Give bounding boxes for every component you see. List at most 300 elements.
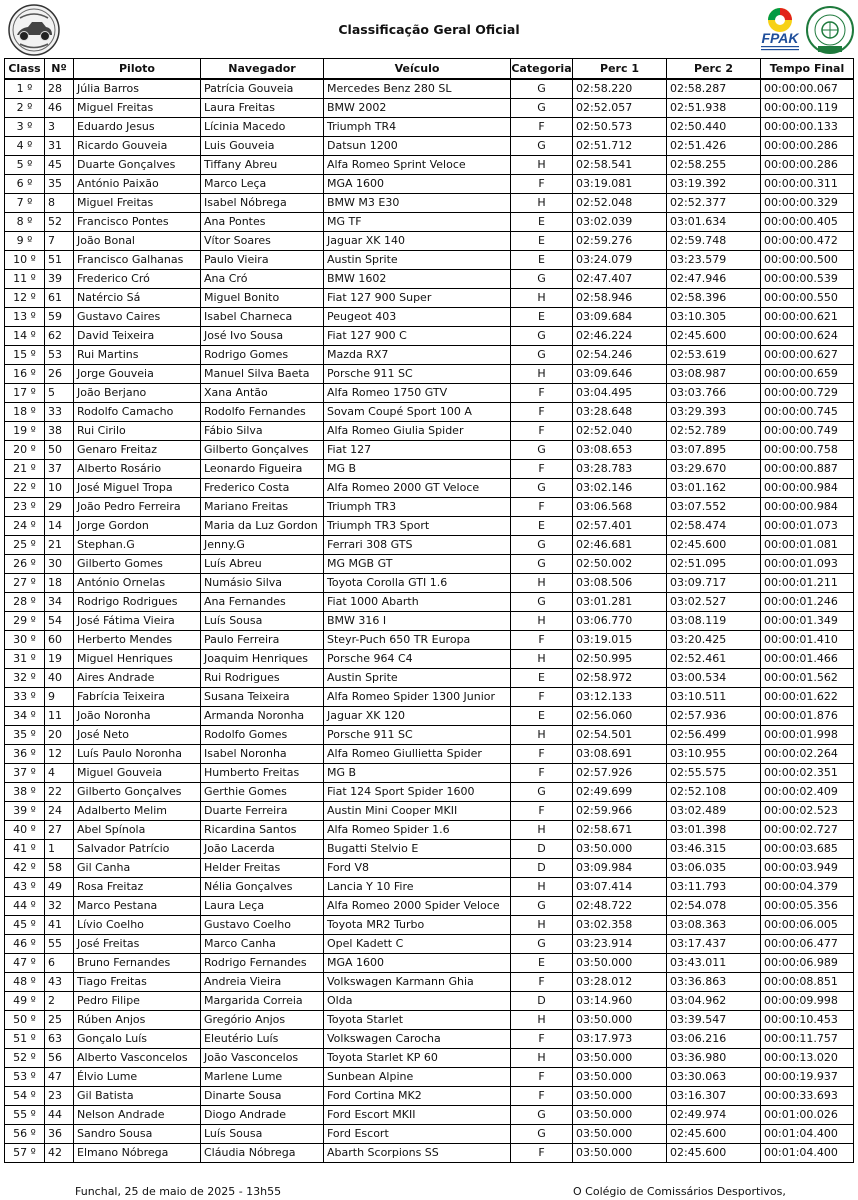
table-row — [5, 650, 854, 669]
table-row — [5, 764, 854, 783]
cell-class: 31 º — [5, 650, 45, 669]
cell-final-time: 00:00:19.937 — [761, 1068, 854, 1087]
cell-number: 6 — [45, 954, 74, 973]
cell-category: H — [511, 289, 573, 308]
cell-vehicle: Bugatti Stelvio E — [324, 840, 511, 859]
cell-number: 5 — [45, 384, 74, 403]
cell-category: F — [511, 422, 573, 441]
cell-pilot: David Teixeira — [74, 327, 201, 346]
cell-pilot: Jorge Gouveia — [74, 365, 201, 384]
cell-perc2: 02:59.748 — [667, 232, 761, 251]
cell-perc1: 03:02.358 — [573, 916, 667, 935]
cell-perc1: 03:50.000 — [573, 1087, 667, 1106]
cell-perc1: 03:28.012 — [573, 973, 667, 992]
cell-vehicle: Volkswagen Karmann Ghia — [324, 973, 511, 992]
cell-pilot: Júlia Barros — [74, 79, 201, 99]
table-row — [5, 783, 854, 802]
cell-category: F — [511, 631, 573, 650]
cell-final-time: 00:00:06.989 — [761, 954, 854, 973]
cell-vehicle: Alfa Romeo 2000 Spider Veloce — [324, 897, 511, 916]
table-row — [5, 593, 854, 612]
cell-class: 43 º — [5, 878, 45, 897]
cell-class: 27 º — [5, 574, 45, 593]
cell-final-time: 00:00:00.729 — [761, 384, 854, 403]
cell-class: 55 º — [5, 1106, 45, 1125]
cell-perc2: 03:30.063 — [667, 1068, 761, 1087]
cell-class: 39 º — [5, 802, 45, 821]
cell-navigator: Lícinia Macedo — [201, 118, 324, 137]
cell-pilot: Abel Spínola — [74, 821, 201, 840]
cell-category: G — [511, 897, 573, 916]
cell-pilot: Gilberto Gonçalves — [74, 783, 201, 802]
cell-number: 32 — [45, 897, 74, 916]
cell-perc2: 02:58.396 — [667, 289, 761, 308]
cell-perc1: 03:24.079 — [573, 251, 667, 270]
cell-navigator: Laura Freitas — [201, 99, 324, 118]
cell-pilot: Stephan.G — [74, 536, 201, 555]
cell-final-time: 00:00:02.351 — [761, 764, 854, 783]
cell-category: E — [511, 213, 573, 232]
cell-perc2: 03:43.011 — [667, 954, 761, 973]
cell-navigator: Numásio Silva — [201, 574, 324, 593]
cell-navigator: Tiffany Abreu — [201, 156, 324, 175]
cell-navigator: Marlene Lume — [201, 1068, 324, 1087]
cell-number: 8 — [45, 194, 74, 213]
cell-pilot: Miguel Freitas — [74, 194, 201, 213]
cell-perc2: 03:00.534 — [667, 669, 761, 688]
cell-navigator: Rodrigo Fernandes — [201, 954, 324, 973]
cell-number: 20 — [45, 726, 74, 745]
cell-class: 44 º — [5, 897, 45, 916]
cell-class: 8 º — [5, 213, 45, 232]
cell-perc2: 03:02.527 — [667, 593, 761, 612]
cell-perc2: 02:58.474 — [667, 517, 761, 536]
cell-pilot: Luís Paulo Noronha — [74, 745, 201, 764]
cell-pilot: Gil Batista — [74, 1087, 201, 1106]
cell-perc1: 03:12.133 — [573, 688, 667, 707]
cell-category: H — [511, 916, 573, 935]
cell-category: H — [511, 1049, 573, 1068]
cell-number: 45 — [45, 156, 74, 175]
cell-final-time: 00:00:01.211 — [761, 574, 854, 593]
cell-vehicle: Olda — [324, 992, 511, 1011]
cell-number: 36 — [45, 1125, 74, 1144]
cell-perc1: 03:50.000 — [573, 1011, 667, 1030]
table-row — [5, 612, 854, 631]
cell-category: H — [511, 194, 573, 213]
cell-final-time: 00:01:04.400 — [761, 1125, 854, 1144]
cell-perc2: 03:23.579 — [667, 251, 761, 270]
cell-vehicle: Sovam Coupé Sport 100 A — [324, 403, 511, 422]
cell-perc1: 02:54.246 — [573, 346, 667, 365]
table-row — [5, 1125, 854, 1144]
table-row — [5, 536, 854, 555]
cell-class: 33 º — [5, 688, 45, 707]
cell-class: 18 º — [5, 403, 45, 422]
cell-navigator: Jenny.G — [201, 536, 324, 555]
cell-perc2: 03:39.547 — [667, 1011, 761, 1030]
cell-number: 38 — [45, 422, 74, 441]
cell-perc1: 03:50.000 — [573, 1049, 667, 1068]
cell-category: E — [511, 308, 573, 327]
cell-final-time: 00:00:00.621 — [761, 308, 854, 327]
cell-number: 34 — [45, 593, 74, 612]
table-row — [5, 479, 854, 498]
cell-perc1: 02:51.712 — [573, 137, 667, 156]
cell-perc1: 02:58.972 — [573, 669, 667, 688]
cell-perc2: 03:09.717 — [667, 574, 761, 593]
cell-vehicle: Steyr-Puch 650 TR Europa — [324, 631, 511, 650]
cell-navigator: Gerthie Gomes — [201, 783, 324, 802]
cell-final-time: 00:00:00.627 — [761, 346, 854, 365]
cell-vehicle: BMW 2002 — [324, 99, 511, 118]
cell-final-time: 00:00:00.550 — [761, 289, 854, 308]
cell-perc1: 03:09.684 — [573, 308, 667, 327]
cell-navigator: Paulo Ferreira — [201, 631, 324, 650]
cell-pilot: Rui Cirilo — [74, 422, 201, 441]
cell-perc1: 03:28.648 — [573, 403, 667, 422]
cell-perc2: 02:52.108 — [667, 783, 761, 802]
cell-number: 39 — [45, 270, 74, 289]
table-row — [5, 726, 854, 745]
cell-class: 49 º — [5, 992, 45, 1011]
cell-vehicle: Austin Sprite — [324, 669, 511, 688]
cell-vehicle: Alfa Romeo Sprint Veloce — [324, 156, 511, 175]
cell-number: 60 — [45, 631, 74, 650]
table-row — [5, 289, 854, 308]
cell-vehicle: MG TF — [324, 213, 511, 232]
cell-final-time: 00:00:01.998 — [761, 726, 854, 745]
cell-class: 21 º — [5, 460, 45, 479]
cell-number: 51 — [45, 251, 74, 270]
cell-navigator: Gustavo Coelho — [201, 916, 324, 935]
cell-navigator: Susana Teixeira — [201, 688, 324, 707]
cell-perc2: 03:08.119 — [667, 612, 761, 631]
cell-final-time: 00:00:01.466 — [761, 650, 854, 669]
cell-navigator: Rodrigo Gomes — [201, 346, 324, 365]
cell-final-time: 00:00:00.659 — [761, 365, 854, 384]
cell-class: 30 º — [5, 631, 45, 650]
cell-navigator: Eleutério Luís — [201, 1030, 324, 1049]
cell-perc1: 02:58.671 — [573, 821, 667, 840]
cell-category: F — [511, 688, 573, 707]
cell-navigator: Maria da Luz Gordon — [201, 517, 324, 536]
table-row — [5, 137, 854, 156]
cell-category: G — [511, 479, 573, 498]
cell-navigator: Manuel Silva Baeta — [201, 365, 324, 384]
cell-number: 7 — [45, 232, 74, 251]
cell-final-time: 00:00:00.749 — [761, 422, 854, 441]
cell-vehicle: BMW 316 I — [324, 612, 511, 631]
cell-pilot: Bruno Fernandes — [74, 954, 201, 973]
cell-perc2: 03:07.895 — [667, 441, 761, 460]
table-row — [5, 403, 854, 422]
table-row — [5, 707, 854, 726]
cell-number: 10 — [45, 479, 74, 498]
cell-vehicle: BMW 1602 — [324, 270, 511, 289]
cell-final-time: 00:00:01.081 — [761, 536, 854, 555]
cell-pilot: Miguel Henriques — [74, 650, 201, 669]
cell-category: F — [511, 175, 573, 194]
table-row — [5, 973, 854, 992]
cell-class: 56 º — [5, 1125, 45, 1144]
cell-class: 42 º — [5, 859, 45, 878]
cell-navigator: Humberto Freitas — [201, 764, 324, 783]
cell-perc1: 03:50.000 — [573, 954, 667, 973]
cell-number: 50 — [45, 441, 74, 460]
table-row — [5, 460, 854, 479]
table-row — [5, 327, 854, 346]
cell-final-time: 00:00:05.356 — [761, 897, 854, 916]
cell-pilot: António Paixão — [74, 175, 201, 194]
cell-navigator: Ana Fernandes — [201, 593, 324, 612]
cell-navigator: José Ivo Sousa — [201, 327, 324, 346]
cell-perc1: 03:08.506 — [573, 574, 667, 593]
cell-pilot: José Neto — [74, 726, 201, 745]
cell-vehicle: Sunbean Alpine — [324, 1068, 511, 1087]
cell-category: H — [511, 156, 573, 175]
table-row — [5, 631, 854, 650]
table-row — [5, 669, 854, 688]
cell-number: 52 — [45, 213, 74, 232]
cell-perc2: 02:53.619 — [667, 346, 761, 365]
table-row — [5, 346, 854, 365]
cell-navigator: Luís Abreu — [201, 555, 324, 574]
cell-category: F — [511, 802, 573, 821]
cell-perc1: 02:54.501 — [573, 726, 667, 745]
cell-class: 23 º — [5, 498, 45, 517]
cell-number: 44 — [45, 1106, 74, 1125]
table-row — [5, 954, 854, 973]
table-row — [5, 916, 854, 935]
cell-pilot: Élvio Lume — [74, 1068, 201, 1087]
cell-category: G — [511, 783, 573, 802]
cell-perc1: 02:57.401 — [573, 517, 667, 536]
cell-pilot: Tiago Freitas — [74, 973, 201, 992]
cell-pilot: Gonçalo Luís — [74, 1030, 201, 1049]
cell-class: 26 º — [5, 555, 45, 574]
cell-perc2: 02:52.461 — [667, 650, 761, 669]
cell-perc1: 03:09.646 — [573, 365, 667, 384]
fpak-logo — [757, 5, 803, 55]
cell-perc2: 03:07.552 — [667, 498, 761, 517]
cell-perc1: 03:07.414 — [573, 878, 667, 897]
cell-perc2: 03:01.398 — [667, 821, 761, 840]
cell-perc1: 02:46.681 — [573, 536, 667, 555]
cell-vehicle: Lancia Y 10 Fire — [324, 878, 511, 897]
cell-perc2: 03:10.305 — [667, 308, 761, 327]
cell-perc1: 03:19.015 — [573, 631, 667, 650]
cell-class: 7 º — [5, 194, 45, 213]
cell-category: F — [511, 118, 573, 137]
cell-category: H — [511, 821, 573, 840]
cell-perc2: 03:16.307 — [667, 1087, 761, 1106]
cell-vehicle: Toyota MR2 Turbo — [324, 916, 511, 935]
cell-final-time: 00:00:00.984 — [761, 498, 854, 517]
cell-final-time: 00:00:01.349 — [761, 612, 854, 631]
cell-category: E — [511, 669, 573, 688]
cell-category: F — [511, 498, 573, 517]
cell-vehicle: Alfa Romeo 1750 GTV — [324, 384, 511, 403]
cell-perc1: 03:02.146 — [573, 479, 667, 498]
results-table — [4, 58, 854, 1163]
cell-final-time: 00:00:00.286 — [761, 137, 854, 156]
table-row — [5, 79, 854, 99]
cell-perc2: 03:06.216 — [667, 1030, 761, 1049]
cell-pilot: Alberto Rosário — [74, 460, 201, 479]
cell-final-time: 00:00:02.264 — [761, 745, 854, 764]
cell-class: 25 º — [5, 536, 45, 555]
cell-pilot: Rosa Freitaz — [74, 878, 201, 897]
cell-perc2: 02:55.575 — [667, 764, 761, 783]
cell-number: 55 — [45, 935, 74, 954]
cell-perc1: 03:06.770 — [573, 612, 667, 631]
cell-pilot: Gil Canha — [74, 859, 201, 878]
cell-pilot: José Freitas — [74, 935, 201, 954]
cell-category: G — [511, 555, 573, 574]
cell-class: 20 º — [5, 441, 45, 460]
cell-final-time: 00:00:00.067 — [761, 79, 854, 99]
cell-number: 14 — [45, 517, 74, 536]
cell-navigator: Ricardina Santos — [201, 821, 324, 840]
cell-vehicle: MG B — [324, 460, 511, 479]
table-row — [5, 441, 854, 460]
cell-category: G — [511, 99, 573, 118]
cell-number: 41 — [45, 916, 74, 935]
cell-perc2: 03:29.670 — [667, 460, 761, 479]
cell-navigator: Joaquim Henriques — [201, 650, 324, 669]
cell-number: 4 — [45, 764, 74, 783]
table-row — [5, 821, 854, 840]
table-row — [5, 745, 854, 764]
cell-number: 43 — [45, 973, 74, 992]
cell-pilot: José Fátima Vieira — [74, 612, 201, 631]
cell-final-time: 00:00:01.093 — [761, 555, 854, 574]
cell-category: F — [511, 973, 573, 992]
cell-perc1: 03:08.691 — [573, 745, 667, 764]
cell-final-time: 00:00:00.329 — [761, 194, 854, 213]
cell-final-time: 00:00:00.624 — [761, 327, 854, 346]
cell-class: 45 º — [5, 916, 45, 935]
cell-perc2: 03:08.363 — [667, 916, 761, 935]
cell-class: 38 º — [5, 783, 45, 802]
cell-perc2: 03:11.793 — [667, 878, 761, 897]
cell-category: E — [511, 251, 573, 270]
cell-perc1: 02:59.966 — [573, 802, 667, 821]
cell-vehicle: Triumph TR3 Sport — [324, 517, 511, 536]
cell-perc2: 02:52.377 — [667, 194, 761, 213]
cell-number: 2 — [45, 992, 74, 1011]
cell-navigator: Leonardo Figueira — [201, 460, 324, 479]
table-row — [5, 1068, 854, 1087]
cell-number: 1 — [45, 840, 74, 859]
cell-navigator: João Lacerda — [201, 840, 324, 859]
cell-number: 58 — [45, 859, 74, 878]
cell-perc1: 03:17.973 — [573, 1030, 667, 1049]
cell-category: H — [511, 650, 573, 669]
cell-number: 25 — [45, 1011, 74, 1030]
cell-class: 34 º — [5, 707, 45, 726]
cell-category: H — [511, 726, 573, 745]
cell-navigator: Gilberto Gonçalves — [201, 441, 324, 460]
cell-pilot: Miguel Gouveia — [74, 764, 201, 783]
cell-category: G — [511, 1125, 573, 1144]
cell-number: 27 — [45, 821, 74, 840]
cell-class: 54 º — [5, 1087, 45, 1106]
table-header-row — [5, 59, 854, 80]
cell-navigator: Armanda Noronha — [201, 707, 324, 726]
cell-class: 46 º — [5, 935, 45, 954]
cell-final-time: 00:00:33.693 — [761, 1087, 854, 1106]
cell-navigator: Helder Freitas — [201, 859, 324, 878]
cell-pilot: Natércio Sá — [74, 289, 201, 308]
cell-class: 37 º — [5, 764, 45, 783]
cell-pilot: João Berjano — [74, 384, 201, 403]
table-row — [5, 422, 854, 441]
cell-class: 5 º — [5, 156, 45, 175]
cell-final-time: 00:00:00.539 — [761, 270, 854, 289]
cell-final-time: 00:01:00.026 — [761, 1106, 854, 1125]
cell-navigator: Vítor Soares — [201, 232, 324, 251]
cell-class: 16 º — [5, 365, 45, 384]
cell-final-time: 00:00:02.523 — [761, 802, 854, 821]
cell-class: 36 º — [5, 745, 45, 764]
cell-vehicle: Ford Cortina MK2 — [324, 1087, 511, 1106]
cell-final-time: 00:00:00.758 — [761, 441, 854, 460]
cell-category: G — [511, 593, 573, 612]
cell-perc1: 02:52.040 — [573, 422, 667, 441]
cell-perc2: 03:01.634 — [667, 213, 761, 232]
table-row — [5, 384, 854, 403]
cell-number: 12 — [45, 745, 74, 764]
cell-category: F — [511, 764, 573, 783]
cell-perc1: 02:47.407 — [573, 270, 667, 289]
cell-category: E — [511, 954, 573, 973]
cell-perc2: 02:56.499 — [667, 726, 761, 745]
cell-pilot: Rodrigo Rodrigues — [74, 593, 201, 612]
cell-navigator: João Vasconcelos — [201, 1049, 324, 1068]
cell-class: 15 º — [5, 346, 45, 365]
cell-perc2: 02:57.936 — [667, 707, 761, 726]
cell-navigator: Margarida Correia — [201, 992, 324, 1011]
cell-perc1: 03:19.081 — [573, 175, 667, 194]
cell-category: H — [511, 1011, 573, 1030]
cell-vehicle: Austin Sprite — [324, 251, 511, 270]
cell-pilot: Francisco Galhanas — [74, 251, 201, 270]
cell-number: 53 — [45, 346, 74, 365]
cell-number: 49 — [45, 878, 74, 897]
cell-vehicle: Toyota Starlet — [324, 1011, 511, 1030]
cell-perc1: 02:46.224 — [573, 327, 667, 346]
cell-perc2: 02:50.440 — [667, 118, 761, 137]
header-perc1: Perc 1 — [573, 59, 667, 80]
table-row — [5, 574, 854, 593]
cell-navigator: Dinarte Sousa — [201, 1087, 324, 1106]
cell-perc1: 03:14.960 — [573, 992, 667, 1011]
cell-vehicle: MG MGB GT — [324, 555, 511, 574]
cell-navigator: Isabel Noronha — [201, 745, 324, 764]
cell-perc1: 03:02.039 — [573, 213, 667, 232]
cell-perc1: 03:50.000 — [573, 1068, 667, 1087]
cell-perc1: 03:50.000 — [573, 840, 667, 859]
cell-pilot: Frederico Cró — [74, 270, 201, 289]
cell-category: H — [511, 365, 573, 384]
cell-category: G — [511, 137, 573, 156]
cell-navigator: Luís Sousa — [201, 1125, 324, 1144]
cell-pilot: Aires Andrade — [74, 669, 201, 688]
cell-number: 42 — [45, 1144, 74, 1163]
cell-pilot: José Miguel Tropa — [74, 479, 201, 498]
